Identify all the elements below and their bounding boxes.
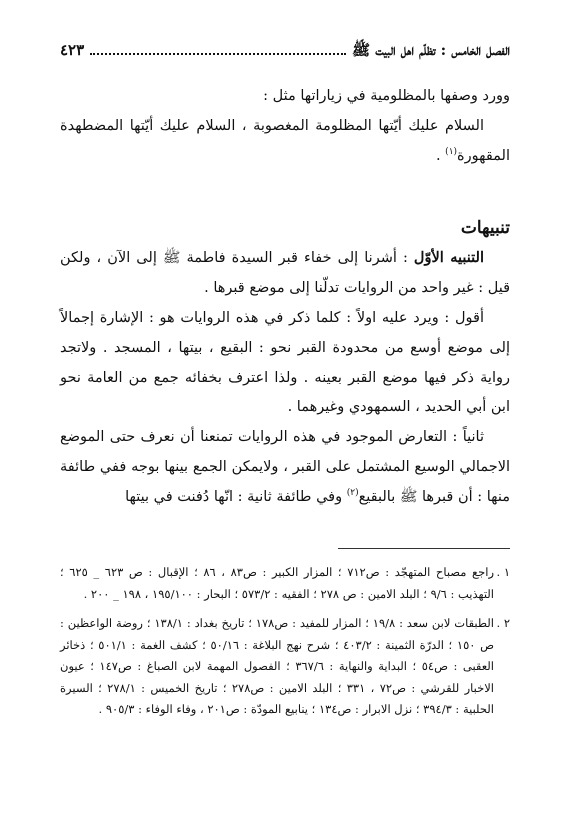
paragraph-salutation (60, 112, 510, 172)
note-1-label: التنبيه الأوّل (413, 249, 484, 267)
paragraph-intro (60, 82, 510, 112)
footnote-1-text: راجع مصباح المتهجّد : ص٧١٢ ؛ المزار الكبير : ص٨٣ ، ٨٦ ؛ الإقبال : ص ٦٢٣ _ ٦٢٥ ؛ التهذيب : ٩/٦ ؛ البلد الامين : ص ٢٧٨ ؛ الفقيه : ٥٧٣/٢ ؛ البحار : ١٩٥/١٠٠ ، ١٩٨ _ ٢٠٠ . (60, 565, 495, 601)
footnote-ref-1[interactable]: (١) (445, 146, 458, 157)
first-reply-text: أقول : ويرد عليه اولاً : كلما ذكر في هذه الروايات هو : الإشارة إجمالاً إلى موضع أوسع من محدودة القبر نحو : البقيع ، بيتها ، المسجد . ولاتجد رواية ذكر فيها موضع القبر بعينه . ولذا اعترف بخفائه جمع من العامة نحو ابن أبي الحديد ، السمهودي وغيرهما . (60, 309, 510, 416)
paragraph-first-reply (60, 304, 510, 423)
footnote-2 (60, 613, 510, 721)
salutation-text: السلام عليك أيّتها المظلومة المغصوبة ، السلام عليك أيّتها المضطهدة المقهورة (60, 117, 510, 164)
footnote-1-number: ١ . (496, 565, 510, 579)
main-text (60, 82, 510, 513)
paragraph-intro-text: وورد وصفها بالمظلومية في زياراتها مثل : (263, 88, 510, 104)
running-header (60, 40, 510, 60)
footnote-separator (338, 548, 510, 549)
footnotes (60, 562, 510, 729)
footnote-ref-2[interactable]: (٢) (346, 487, 359, 498)
footnote-1 (60, 562, 510, 605)
footnote-2-text: الطبقات لابن سعد : ١٩/٨ ؛ المزار للمفيد : ص١٧٨ ؛ تاريخ بغداد : ١٣٨/١ ؛ روضة الواعظين : ص ١٥٠ ؛ الدرّة الثمينة : ٤٠٣/٢ ؛ شرح نهج البلاغة : ٥٠/١٦ ؛ كشف الغمة : ٥٠١/١ ؛ ذخائر العقبى : ص٥٤ ؛ البداية والنهاية : ٣٦٧/٦ ؛ الفصول المهمة لابن الصباغ : ص١٤٧ ؛ عيون الاخبار للقرشي : ص٧٢ ، ٣٣١ ؛ البلد الامين : ص٢٧٨ ؛ تاريخ الخميس : ٢٧٨/١ ؛ السيرة الحلبية : ٣٩٤/٣ ؛ نزل الابرار : ص١٣٤ ؛ ينابيع المودّة : ص٢٠١ ، وفاء الوفاء : ٩٠٥/٣ . (60, 616, 495, 716)
second-reply-end: وفي طائفة ثانية : انّها دُفنت في بيتها (125, 488, 347, 505)
salutation-end: . (435, 147, 446, 164)
leader-dots (90, 53, 346, 55)
section-heading: تنبيهات (460, 218, 510, 239)
paragraph-note-1 (60, 243, 510, 304)
chapter-title: الفصل الخامس : تظلّم اهل البيت ﷺ (351, 41, 510, 59)
note-1-text: : أشرنا إلى خفاء قبر السيدة فاطمة ﷺ إلى الآن ، ولكن قيل : غير واحد من الروايات تدلّنا إلى موضع قبرها . (60, 250, 510, 297)
paragraph-second-reply (60, 423, 510, 512)
second-reply-text: ثانياً : التعارض الموجود في هذه الروايات تمنعنا أن نعرف حتى الموضع الاجمالي الوسيع المشتمل على القبر ، ولايمكن الجمع بينها بوجه ففي طائفة منها : أن قبرها ﷺ بالبقيع (60, 429, 510, 505)
footnote-2-number: ٢ . (496, 616, 510, 630)
page-number: ٤٢٣ (60, 41, 85, 59)
